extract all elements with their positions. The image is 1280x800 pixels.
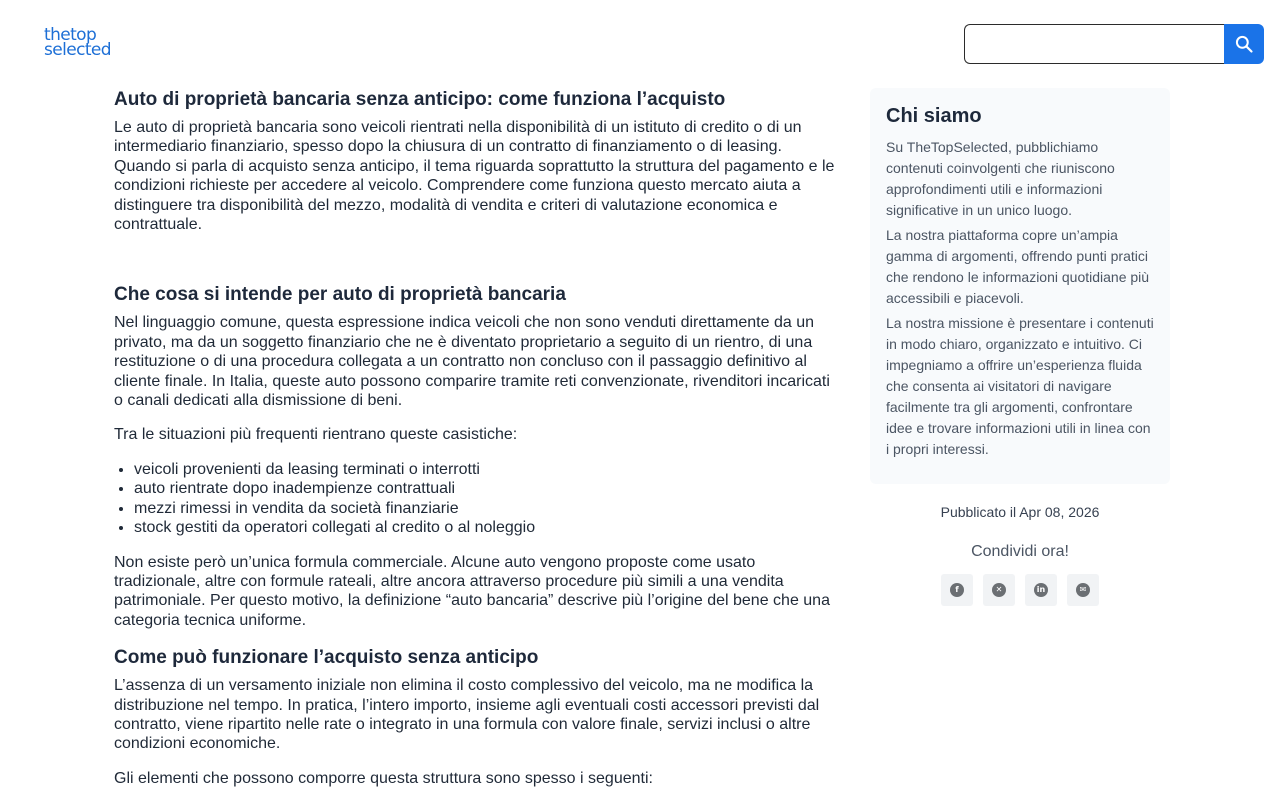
facebook-icon: f [950,583,964,597]
search-icon [1234,34,1254,54]
search-bar [964,24,1264,64]
article-paragraph-intro: Le auto di proprietà bancaria sono veicoli rientrati nella disponibilità di un istituto di credito o di un intermediario finanziario, spesso dopo la chiusura di un contratto di finanziamento o di leasing. Quando si parla di acquisto senza anticipo, il tema riguarda soprattutto la struttura del pagamento e le condizioni richieste per accedere al veicolo. Comprendere come funziona questo mercato aiuta a distinguere tra disponibilità del mezzo, modalità di vendita e criteri di valutazione economica e contrattuale. [114,119,835,234]
linkedin-icon: in [1034,583,1048,597]
article-paragraph-elements: Gli elementi che possono comporre questa struttura sono spesso i seguenti: [114,769,653,787]
x-icon: ✕ [992,583,1006,597]
about-paragraph-3: La nostra missione è presentare i contenuti in modo chiaro, organizzato e intuitivo. Ci impegniamo a offrire un’esperienza fluida che consenta ai visitatori di navigare facilmente tra gli argomenti, confrontare idee e trovare informazioni utili in linea con i propri interessi. [886,315,1154,457]
list-item: • mezzi rimessi in vendita da società finanziarie [134,499,836,518]
search-input[interactable] [964,24,1224,64]
about-paragraph-1: Su TheTopSelected, pubblichiamo contenuti coinvolgenti che riuniscono approfondimenti utili e informazioni significative in un unico luogo. [886,139,1115,218]
share-buttons [941,574,1101,606]
site-header [0,0,1280,80]
article-title: Auto di proprietà bancaria senza anticipo: come funziona l’acquisto [114,89,726,110]
article-paragraph-definition: Nel linguaggio comune, questa espressione indica veicoli che non sono venduti direttamente da un privato, ma da un soggetto finanziario che ne è diventato proprietario a seguito di un rientro, di una restituzione o di una procedura collegata a un contratto non concluso con il passaggio definitivo al cliente finale. In Italia, queste auto possono comparire tramite reti convenzionate, rivenditori incaricati o canali dedicati alla dismissione di beni. [114,314,830,410]
share-email-button[interactable] [1067,574,1099,606]
share-facebook-button[interactable] [941,574,973,606]
share-linkedin-button[interactable] [1025,574,1057,606]
about-card [870,88,1170,484]
list-item: • veicoli provenienti da leasing terminati o interrotti [134,460,836,479]
list-item: • stock gestiti da operatori collegati al credito o al noleggio [134,518,836,537]
cases-list [114,460,836,538]
article-body [114,88,836,788]
share-title: Condividi ora! [971,543,1069,560]
article-paragraph-formula: Non esiste però un’unica formula commerciale. Alcune auto vengono proposte come usato tradizionale, altre con formule rateali, altre ancora attraverso procedure più simili a una vendita patrimoniale. Per questo motivo, la definizione “auto bancaria” descrive più l’origine del bene che una categoria tecnica uniforme. [114,553,830,629]
section-heading-definition: Che cosa si intende per auto di proprietà bancaria [114,284,566,306]
share-x-button[interactable] [983,574,1015,606]
published-date: Pubblicato il Apr 08, 2026 [940,504,1100,520]
email-icon: ✉ [1076,583,1090,597]
article-paragraph-cases: Tra le situazioni più frequenti rientrano queste casistiche: [114,426,518,444]
logo-line-1: thetop [44,25,97,45]
site-logo[interactable] [44,25,124,62]
logo-line-2: selected [44,40,111,60]
about-title: Chi siamo [886,105,982,127]
search-button[interactable] [1224,24,1264,64]
list-item: • auto rientrate dopo inadempienze contrattuali [134,479,836,498]
article-paragraph-purchase: L’assenza di un versamento iniziale non elimina il costo complessivo del veicolo, ma ne modifica la distribuzione nel tempo. In pratica, l’intero importo, insieme agli eventuali costi accessori previsti dal contratto, viene ripartito nelle rate o integrato in una formula con valore finale, servizi inclusi o altre condizioni economiche. [114,677,820,753]
section-heading-purchase: Come può funzionare l’acquisto senza anticipo [114,647,539,669]
about-paragraph-2: La nostra piattaforma copre un’ampia gamma di argomenti, offrendo punti pratici che rendono le informazioni quotidiane più accessibili e piacevoli. [886,227,1150,306]
